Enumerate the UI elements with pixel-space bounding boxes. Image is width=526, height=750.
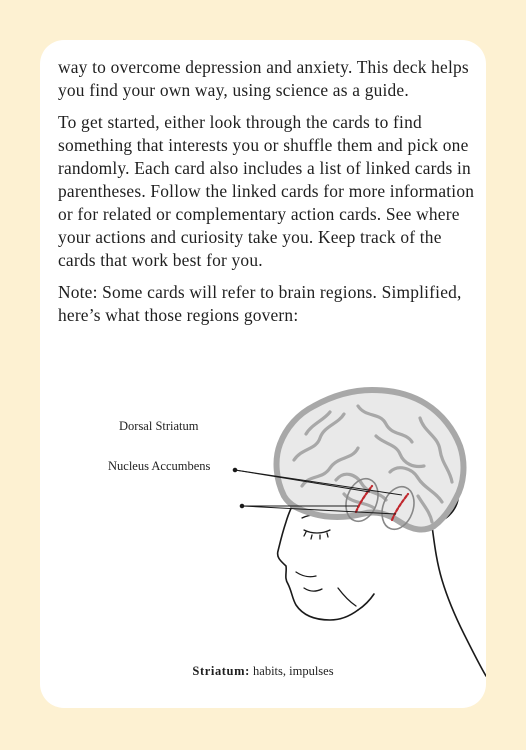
figure-caption (40, 664, 486, 679)
paragraph-note: Note: Some cards will refer to brain regions. Simplified, here’s what those regions govern: (58, 282, 462, 325)
brain-outline (277, 390, 464, 529)
label-dorsal-striatum: Dorsal Striatum (119, 419, 199, 433)
brain-diagram (40, 40, 486, 708)
face-details (296, 515, 356, 606)
info-card (40, 40, 486, 708)
caption-term: Striatum: (192, 664, 250, 678)
paragraph-intro: way to overcome depression and anxiety. This deck helps you find your own way, using science as a guide. (58, 57, 469, 100)
label-nucleus-accumbens: Nucleus Accumbens (108, 459, 211, 473)
paragraph-instructions: To get started, either look through the cards to find something that interests you or shuffle them and pick one randomly. Each card also includes a list of linked cards in parentheses. Follow the linked cards for more information or for related or complementary action cards. See where your actions and curiosity take you. Keep track of the cards that work best for you. (58, 112, 475, 270)
caption-description: habits, impulses (253, 664, 334, 678)
